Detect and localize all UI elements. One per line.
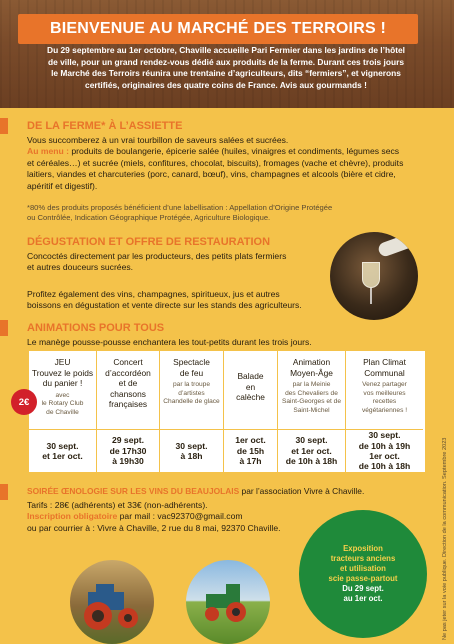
tractor-expo-badge [299, 510, 427, 638]
activity-title: Spectacle de feu [173, 357, 210, 378]
oenologie-org: par l’association Vivre à Chaville. [239, 486, 365, 496]
activity-sub: Venez partager vos meilleures recettes végétariennes ! [361, 381, 408, 414]
note-line: ou Contrôlée, Indication Géographique Protégée, Agriculture Biologique. [27, 213, 271, 222]
bottle-shape [377, 232, 417, 258]
oenologie-heading [27, 486, 437, 496]
activity-date: 30 sept. à 18h [160, 429, 223, 472]
label-note [27, 203, 437, 223]
activity-title: Plan Climat Communal [363, 357, 406, 378]
section-title-ferme: DE LA FERME* À L’ASSIETTE [27, 120, 183, 132]
oenologie-title: SOIRÉE ŒNOLOGIE SUR LES VINS DU BEAUJOLAIS [27, 486, 240, 496]
activity-concert [97, 351, 159, 472]
section-marker [0, 118, 8, 134]
section-title-animations: ANIMATIONS POUR TOUS [27, 322, 165, 334]
degustation-line: Profitez également des vins, champagnes, spiritueux, jus et autres [27, 289, 280, 299]
tractor-icon [70, 560, 154, 644]
degustation-text-2 [27, 289, 327, 312]
glass-stem [370, 288, 372, 304]
activity-title: Concert d’accordéon et de chansons françaises [105, 357, 151, 409]
inscription-text[interactable]: par mail : vac92370@gmail.com [117, 511, 243, 522]
inscription-label: Inscription obligatoire [27, 511, 118, 522]
badge-line: scie passe-partout [328, 574, 398, 583]
page-title: BIENVENUE AU MARCHÉ DES TERROIRS ! [49, 20, 386, 37]
intro-line: certifiés, originaires des quatre coins de France. Avis aux gourmands ! [85, 79, 367, 90]
degustation-line: boissons en dégustation et vente directe sur les stands des agriculteurs. [27, 300, 302, 311]
activity-sub: par la troupe d’artistes Chandelle de glace [163, 381, 220, 406]
animations-intro: Le manège pousse-pousse enchantera les tout-petits durant les trois jours. [27, 337, 312, 347]
degustation-line: et autres douceurs sucrées. [27, 262, 134, 273]
tarifs-line: Tarifs : 28€ (adhérents) et 33€ (non-adhérents). [27, 500, 208, 510]
activity-sub: avec le Rotary Club de Chaville [41, 391, 84, 416]
activity-sub: par la Meinie des Chevaliers de Saint-Georges et de Saint-Michel [281, 381, 341, 414]
champagne-photo [330, 232, 418, 320]
menu-line: produits de boulangerie, épicerie salée (huiles, vinaigres et condiments, légumes secs [69, 146, 400, 157]
activity-date: 30 sept. de 10h à 19h 1er oct. de 10h à 18h [346, 429, 423, 472]
header-wood [0, 0, 454, 108]
intro-line: de ville, pour un grand rendez-vous dédié aux produits de la ferme. Durant ces trois jours [47, 56, 404, 67]
activity-date: 30 sept. et 1er oct. [29, 429, 96, 472]
menu-label: Au menu : [27, 146, 70, 157]
menu-line: laitiers, viandes et charcuteries (porc, canard, bœuf), vins, champagnes et alcools (bière et cidre, [27, 169, 396, 180]
title-banner [18, 14, 418, 44]
intro-line: Du 29 septembre au 1er octobre, Chaville accueille Pari Fermier dans les jardins de l’hôtel [47, 45, 405, 55]
ferme-line: Vous succomberez à un vrai tourbillon de saveurs salées et sucrées. [27, 135, 289, 145]
intro-text [10, 45, 442, 91]
activity-plan-climat [346, 351, 423, 472]
badge-line: tracteurs anciens [330, 554, 396, 563]
activity-date: 29 sept. de 17h30 à 19h30 [97, 429, 159, 472]
activity-spectacle [160, 351, 223, 472]
activity-jeu [29, 351, 96, 472]
menu-line: apéritif et digestif). [27, 180, 98, 191]
activities-table [29, 351, 425, 472]
degustation-line: Concoctés directement par les producteurs, des petits plats fermiers [27, 251, 287, 261]
badge-line: Exposition [343, 544, 383, 553]
oenologie-text [27, 500, 317, 534]
tractor-icon [186, 560, 270, 644]
ferme-text [27, 135, 437, 192]
activity-date: 30 sept. et 1er oct. de 10h à 18h [278, 429, 345, 472]
section-marker [0, 320, 8, 336]
badge-line: Du 29 sept. [342, 584, 384, 593]
degustation-text-1 [27, 251, 327, 274]
note-line: *80% des produits proposés bénéficient d’une labellisation : Appellation d’Origine Protégée [27, 203, 333, 212]
legal-vertical-text: Ne pas jeter sur la voie publique. Direction de la communication. Septembre 2023 [442, 437, 448, 640]
activity-caleche [224, 351, 277, 472]
activity-title: Balade en calèche [236, 371, 265, 402]
courrier-line: ou par courrier à : Vivre à Chaville, 2 rue du 8 mai, 92370 Chaville. [27, 522, 281, 533]
activity-title: JEU Trouvez le poids du panier ! [31, 357, 94, 388]
price-badge: 2€ [11, 389, 37, 415]
badge-line: et utilisation [340, 564, 386, 573]
activity-moyen-age [278, 351, 345, 472]
activity-date: 1er oct. de 15h à 17h [224, 429, 277, 472]
activity-title: Animation Moyen-Âge [290, 357, 333, 378]
tractor-photo-1 [70, 560, 154, 644]
intro-line: le Marché des Terroirs réunira une trentaine d’agriculteurs, dits “fermiers”, et vignerons [51, 68, 401, 79]
badge-line: au 1er oct. [343, 594, 383, 603]
menu-line: et céréales…) et sucrée (miels, confitures, chocolat, biscuits), fromages (vache et chèvre), produits [27, 157, 404, 168]
tractor-photo-2 [186, 560, 270, 644]
glass-shape [362, 262, 380, 288]
section-title-degustation: DÉGUSTATION ET OFFRE DE RESTAURATION [27, 236, 271, 248]
section-marker [0, 484, 8, 500]
